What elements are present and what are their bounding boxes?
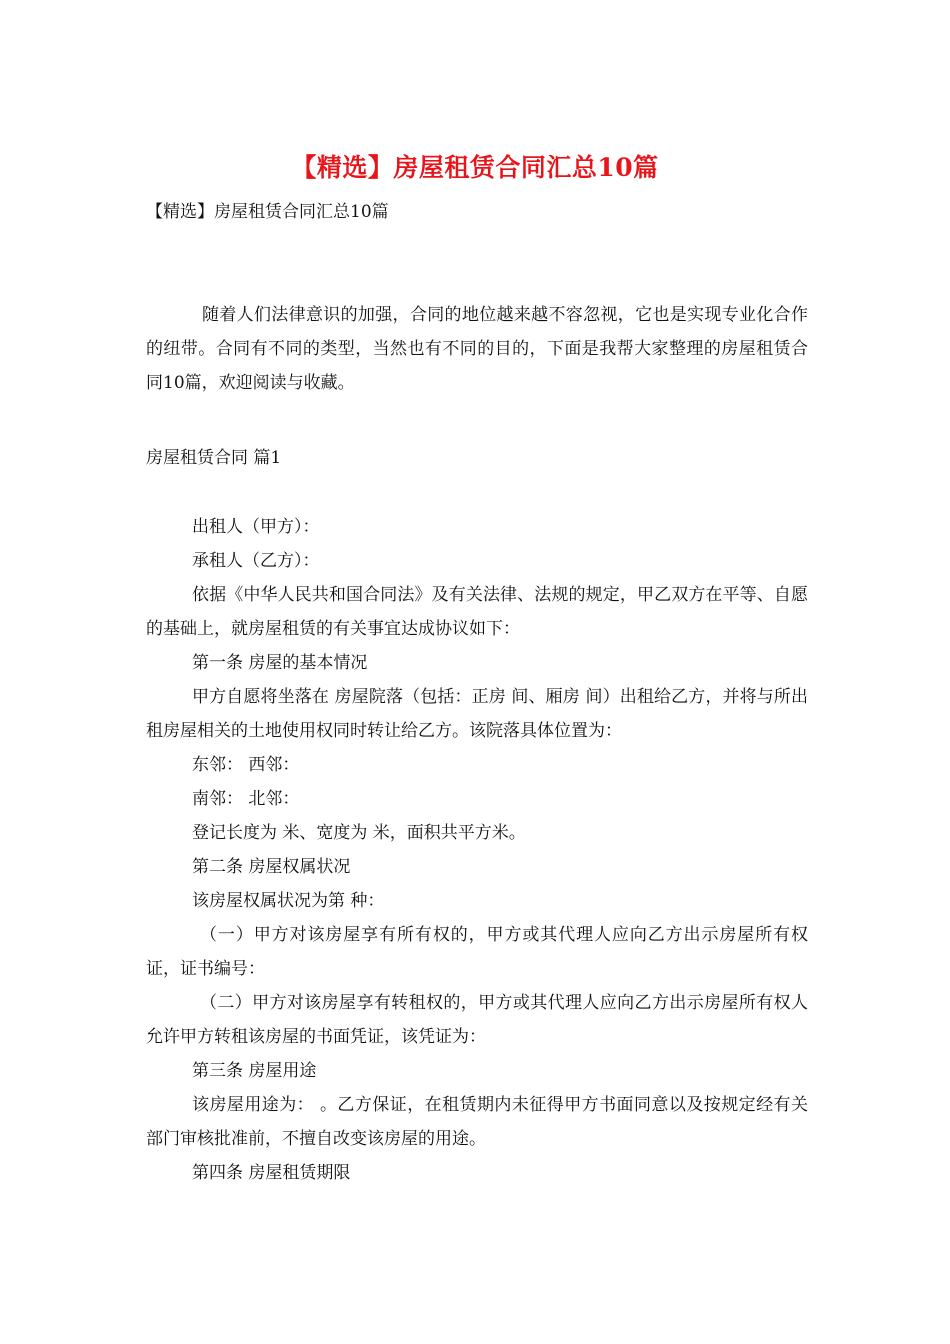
intro-paragraph: 随着人们法律意识的加强，合同的地位越来越不容忽视，它也是实现专业化合作的纽带。合同有不同的类型，当然也有不同的目的，下面是我帮大家整理的房屋租赁合同10篇，欢迎阅读与收藏。 bbox=[146, 305, 808, 393]
ownership-type-line: 该房屋权属状况为第 种： bbox=[192, 891, 385, 911]
article-3-heading: 第三条 房屋用途 bbox=[192, 1061, 317, 1081]
intro-block bbox=[146, 298, 808, 400]
document-subtitle: 【精选】房屋租赁合同汇总10篇 bbox=[146, 202, 389, 222]
article-4-heading: 第四条 房屋租赁期限 bbox=[192, 1163, 351, 1183]
lessor-line: 出租人（甲方）： bbox=[192, 517, 320, 537]
neighbors-east-west: 东邻： 西邻： bbox=[192, 755, 300, 775]
article-2-heading: 第二条 房屋权属状况 bbox=[192, 857, 351, 877]
dimensions-line: 登记长度为 米、宽度为 米，面积共平方米。 bbox=[192, 823, 526, 843]
section-heading: 房屋租赁合同 篇1 bbox=[146, 448, 282, 468]
contract-body bbox=[146, 510, 808, 1190]
article-1-paragraph: 甲方自愿将坐落在 房屋院落（包括：正房 间、厢房 间）出租给乙方，并将与所出租房屋相关的土地使用权同时转让给乙方。该院落具体位置为： bbox=[146, 687, 808, 741]
article-1-heading: 第一条 房屋的基本情况 bbox=[192, 653, 368, 673]
neighbors-south-north: 南邻： 北邻： bbox=[192, 789, 300, 809]
article-3-paragraph: 该房屋用途为： 。乙方保证，在租赁期内未征得甲方书面同意以及按规定经有关部门审核批准前，不擅自改变该房屋的用途。 bbox=[146, 1095, 808, 1149]
ownership-clause-1: （一）甲方对该房屋享有所有权的，甲方或其代理人应向乙方出示房屋所有权证，证书编号： bbox=[146, 925, 808, 979]
lessee-line: 承租人（乙方）： bbox=[192, 551, 320, 571]
basis-paragraph: 依据《中华人民共和国合同法》及有关法律、法规的规定，甲乙双方在平等、自愿的基础上，就房屋租赁的有关事宜达成协议如下： bbox=[146, 585, 808, 639]
document-title: 【精选】房屋租赁合同汇总10篇 bbox=[291, 153, 659, 182]
ownership-clause-2: （二）甲方对该房屋享有转租权的，甲方或其代理人应向乙方出示房屋所有权人允许甲方转租该房屋的书面凭证，该凭证为： bbox=[146, 993, 808, 1047]
